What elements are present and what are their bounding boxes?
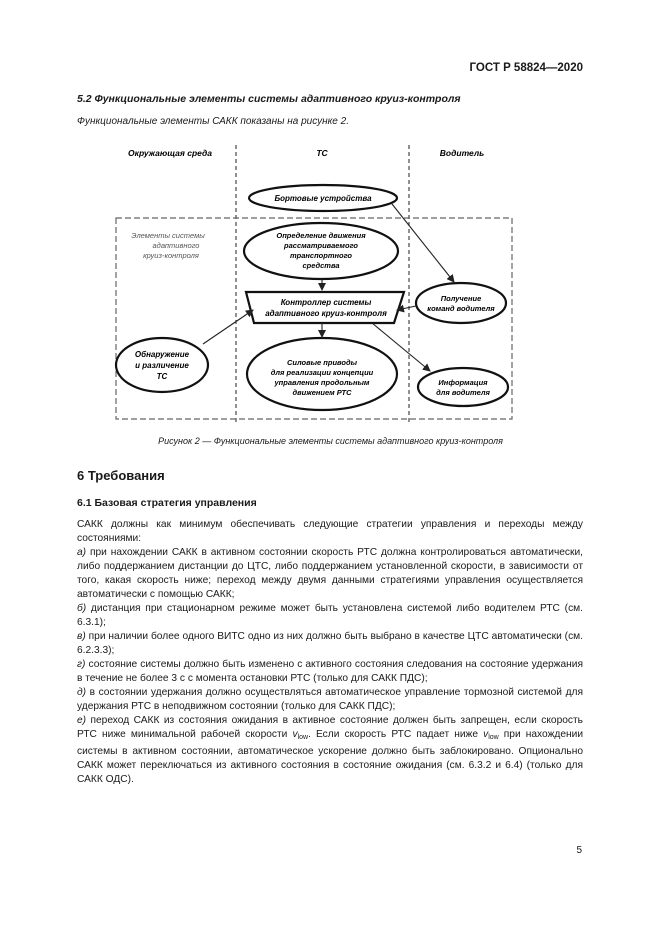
list-marker-d: д) bbox=[77, 687, 87, 698]
driver-info-node bbox=[418, 368, 508, 406]
section-5-2-heading: 5.2 Функциональные элементы системы адаптивного круиз-контроля bbox=[77, 93, 461, 105]
section-5-2-intro: Функциональные элементы САКК показаны на рисунке 2. bbox=[77, 116, 349, 127]
section-6-heading: 6 Требования bbox=[77, 468, 165, 483]
driver-info-line-1: Информация bbox=[438, 378, 488, 387]
list-item-b bbox=[77, 602, 583, 630]
list-marker-b: б) bbox=[77, 603, 87, 614]
motion-determination-line-1: Определение движения bbox=[276, 231, 366, 240]
column-environment: Окружающая среда bbox=[128, 148, 212, 158]
v-low-subscript: low bbox=[297, 734, 309, 741]
column-driver: Водитель bbox=[439, 148, 485, 158]
motion-determination-line-4: средства bbox=[302, 261, 340, 270]
detection-line-3: ТС bbox=[156, 372, 168, 381]
onboard-devices-label: Бортовые устройства bbox=[274, 194, 372, 203]
arrow-onboard-to-commands bbox=[392, 204, 454, 282]
list-text-g: состояние системы должно быть изменено с активного состояния следования на состояние удержания в течение не более 3 с с момента остановки РТС (только для САКК ПДС); bbox=[77, 659, 583, 684]
actuators-line-4: движением РТС bbox=[292, 388, 352, 397]
section-6-1-heading: 6.1 Базовая стратегия управления bbox=[77, 497, 257, 509]
list-marker-e: е) bbox=[77, 715, 87, 726]
functional-elements-diagram bbox=[100, 140, 580, 440]
motion-determination-line-2: рассматриваемого bbox=[284, 241, 358, 250]
motion-determination-line-3: транспортного bbox=[289, 251, 353, 260]
list-text-e-3: при нахождении системы в активном состоянии, автоматическое ускорение должно быть заблокировано. Опционально САКК может переключаться из активного состояния в состояние ожидания (см. 6.3.2 и 6.4) (только для САКК ОДС). bbox=[77, 729, 584, 785]
list-text-b: дистанция при стационарном режиме может быть установлена системой либо водителем РТС (см. 6.3.1); bbox=[77, 603, 583, 628]
actuators-line-1: Силовые приводы bbox=[286, 358, 358, 367]
detection-line-2: и различение bbox=[135, 361, 189, 370]
list-item-a bbox=[77, 546, 583, 602]
driver-commands-line-1: Получение bbox=[440, 294, 482, 303]
driver-info-label bbox=[436, 378, 490, 397]
v-low-symbol-2: v bbox=[483, 729, 489, 740]
list-marker-g: г) bbox=[77, 659, 86, 670]
list-text-v: при наличии более одного ВИТС одно из них должно быть выбрано в качестве ЦТС автоматически (см. 6.2.3.3); bbox=[77, 631, 583, 656]
intro-paragraph: САКК должны как минимум обеспечивать следующие стратегии управления и переходы между состояниями: bbox=[77, 519, 583, 544]
list-text-e-2: . Если скорость РТС падает ниже bbox=[308, 729, 484, 740]
figure-caption: Рисунок 2 — Функциональные элементы системы адаптивного круиз-контроля bbox=[158, 436, 503, 446]
acc-controller-line-1: Контроллер системы bbox=[280, 298, 372, 307]
driver-commands-node bbox=[416, 283, 506, 323]
list-marker-v: в) bbox=[77, 631, 86, 642]
detection-line-1: Обнаружение bbox=[134, 350, 190, 359]
driver-info-line-2: для водителя bbox=[436, 388, 490, 397]
actuators-line-3: управления продольным bbox=[274, 378, 370, 387]
system-label-line-3: круиз-контроля bbox=[143, 251, 199, 260]
requirements-body bbox=[77, 518, 583, 787]
system-label-line-2: адаптивного bbox=[152, 241, 200, 250]
acc-controller-line-2: адаптивного круиз-контроля bbox=[265, 309, 387, 318]
list-text-d: в состоянии удержания должно осуществляться автоматическое управление тормозной системой для удержания РТС в неподвижном состоянии (только для САКК ПДС); bbox=[77, 687, 583, 712]
actuators-line-2: для реализации концепции bbox=[270, 368, 374, 377]
acc-controller-node bbox=[246, 292, 404, 323]
list-item-v bbox=[77, 630, 583, 658]
list-item-e bbox=[77, 714, 583, 787]
v-low-symbol: v bbox=[292, 729, 298, 740]
system-label-line-1: Элементы системы bbox=[131, 231, 205, 240]
driver-commands-line-2: команд водителя bbox=[427, 304, 495, 313]
list-text-a: при нахождении САКК в активном состоянии скорость РТС должна контролироваться автоматически, либо поддержанием дистанции до ЦТС, либо поддержанием установленной скорости, в зависимости от того, какая скорость ниже; переход между двумя данными стратегиями управления осуществляется автоматически с помощью САКК; bbox=[77, 547, 583, 600]
system-label bbox=[131, 231, 205, 260]
page-number: 5 bbox=[576, 845, 582, 856]
column-vehicle: ТС bbox=[316, 148, 328, 158]
list-marker-a: а) bbox=[77, 547, 87, 558]
list-text-e-1: переход САКК из состояния ожидания в активное состояние должен быть запрещен, если скорость РТС ниже минимальной рабочей скорости bbox=[77, 715, 583, 740]
standard-number: ГОСТ Р 58824—2020 bbox=[469, 62, 583, 74]
list-item-d bbox=[77, 686, 583, 714]
v-low-subscript-2: low bbox=[488, 734, 499, 741]
arrow-detection-to-controller bbox=[203, 310, 253, 344]
list-item-g bbox=[77, 658, 583, 686]
